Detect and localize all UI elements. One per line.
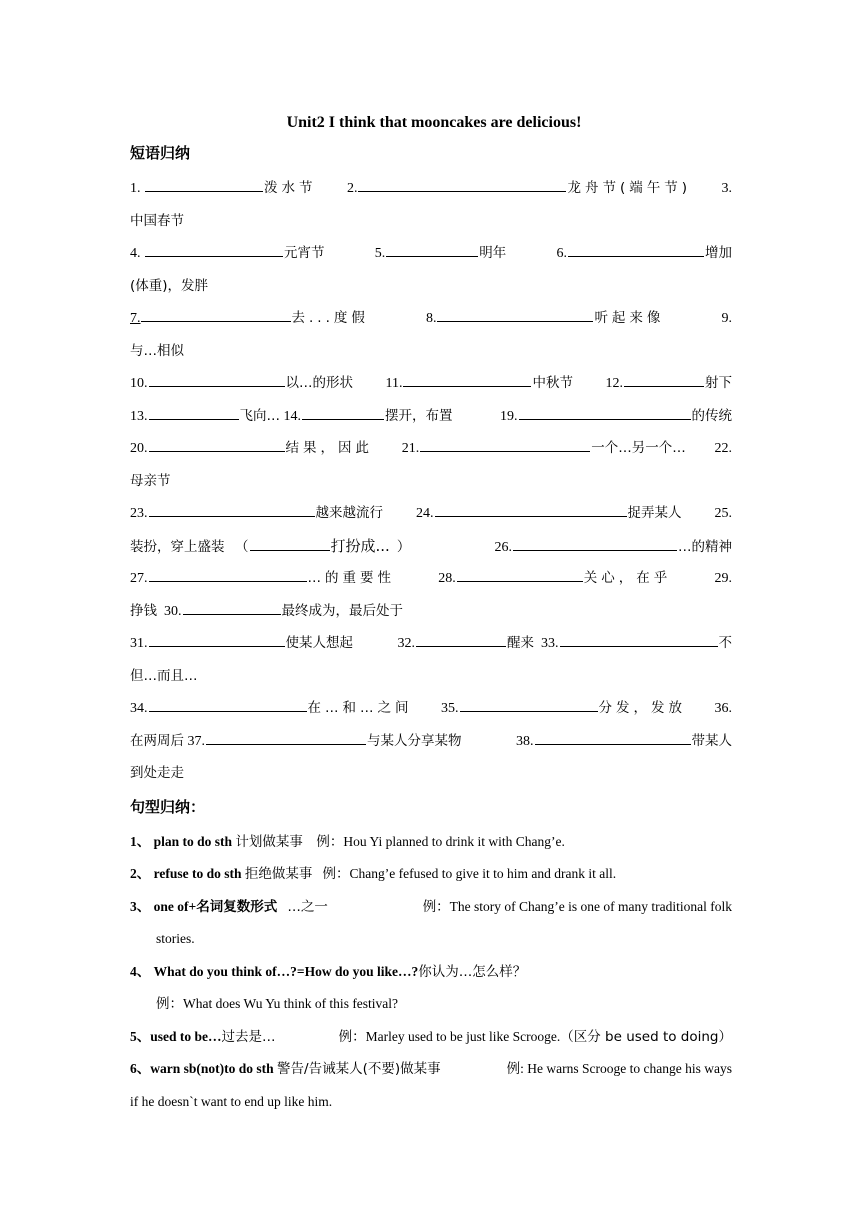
phrase-line-7: 10. 以…的形状 11. 中秋节 12. 射下: [130, 375, 732, 391]
answer-blank[interactable]: [568, 243, 704, 257]
answer-blank[interactable]: [149, 438, 285, 452]
phrases-heading: 短语归纳: [130, 144, 191, 162]
phrase-line-1: 1. 泼水节 2. 龙舟节(端午节) 3.: [130, 180, 732, 196]
answer-blank[interactable]: [457, 568, 583, 582]
answer-blank[interactable]: [149, 406, 239, 420]
answer-blank[interactable]: [183, 601, 281, 615]
worksheet-page: [130, 110, 732, 1118]
sentence-pattern-2: 2、 refuse to do sth 拒绝做某事 例：Chang’e fefused to give it to him and drank it all.: [130, 866, 617, 882]
phrase-line-14: 挣钱 30. 最终成为，最后处于: [130, 602, 403, 619]
sentence-pattern-1: 1、 plan to do sth 计划做某事 例：Hou Yi planned to drink it with Chang’e.: [130, 833, 565, 850]
answer-blank[interactable]: [519, 406, 691, 420]
phrase-line-5: 7. 去...度假 8. 听起来像 9.: [130, 310, 732, 326]
answer-blank[interactable]: [145, 243, 283, 257]
sentence-pattern-6: 6、warn sb(not)to do sth 警告/告诫某人(不要)做某事 例: He warns Scrooge to change his ways: [130, 1061, 732, 1077]
phrase-line-2: 中国春节: [130, 212, 184, 229]
phrase-line-10: 母亲节: [130, 472, 171, 489]
answer-blank[interactable]: [141, 308, 291, 322]
phrase-line-15: 31. 使某人想起 32. 醒来 33. 不: [130, 635, 732, 651]
phrase-line-11: 23. 越来越流行 24. 捉弄某人 25.: [130, 505, 732, 521]
answer-blank[interactable]: [560, 633, 718, 647]
answer-blank[interactable]: [149, 568, 307, 582]
answer-blank[interactable]: [250, 537, 330, 551]
answer-blank[interactable]: [149, 633, 285, 647]
phrase-line-12: 装扮，穿上盛装 （ 打扮成... ） 26. …的精神: [130, 536, 732, 555]
answer-blank[interactable]: [206, 731, 366, 745]
phrase-line-8: 13. 飞向… 14. 摆开，布置 19. 的传统: [130, 407, 732, 424]
sentences-heading: 句型归纳：: [130, 797, 206, 816]
answer-blank[interactable]: [149, 503, 315, 517]
answer-blank[interactable]: [302, 406, 384, 420]
sentence-pattern-3-cont: stories.: [156, 931, 195, 946]
phrase-line-9: 20. 结果，因此 21. 一个…另一个… 22.: [130, 440, 732, 456]
phrase-line-19: 到处走走: [130, 765, 184, 781]
phrase-line-3: 4. 元宵节 5. 明年 6. 增加: [130, 245, 732, 261]
answer-blank[interactable]: [358, 178, 566, 192]
answer-blank[interactable]: [149, 373, 285, 387]
phrase-line-16: 但…而且…: [130, 667, 198, 684]
answer-blank[interactable]: [535, 731, 691, 745]
answer-blank[interactable]: [420, 438, 590, 452]
answer-blank[interactable]: [416, 633, 506, 647]
phrase-line-17: 34. 在…和…之间 35. 分发，发放 36.: [130, 700, 732, 716]
answer-blank[interactable]: [149, 698, 307, 712]
answer-blank[interactable]: [437, 308, 593, 322]
sentence-pattern-5: 5、used to be…过去是… 例：Marley used to be just like Scrooge.（区分 be used to doing）: [130, 1028, 732, 1045]
answer-blank[interactable]: [145, 178, 263, 192]
sentence-pattern-4-example: 例：What does Wu Yu think of this festival?: [156, 996, 399, 1011]
phrase-line-6: 与…相似: [130, 342, 184, 359]
answer-blank[interactable]: [435, 503, 627, 517]
answer-blank[interactable]: [403, 373, 531, 387]
sentence-pattern-3: 3、 one of+名词复数形式 …之一 例：The story of Chang’e is one of many traditional folk: [130, 898, 732, 915]
answer-blank[interactable]: [624, 373, 704, 387]
sentence-pattern-6-cont: if he doesn`t want to end up like him.: [130, 1093, 333, 1109]
answer-blank[interactable]: [386, 243, 478, 257]
phrase-line-13: 27. …的重要性 28. 关心，在乎 29.: [130, 570, 732, 586]
answer-blank[interactable]: [460, 698, 598, 712]
answer-blank[interactable]: [513, 537, 677, 551]
phrase-line-18: 在两周后 37. 与某人分享某物 38. 带某人: [130, 732, 732, 749]
sentence-pattern-4: 4、 What do you think of…?=How do you like…?你认为…怎么样？: [130, 963, 527, 980]
phrase-line-4: (体重)，发胖: [130, 277, 209, 294]
page-title: Unit2 I think that mooncakes are delicious!: [286, 114, 582, 131]
